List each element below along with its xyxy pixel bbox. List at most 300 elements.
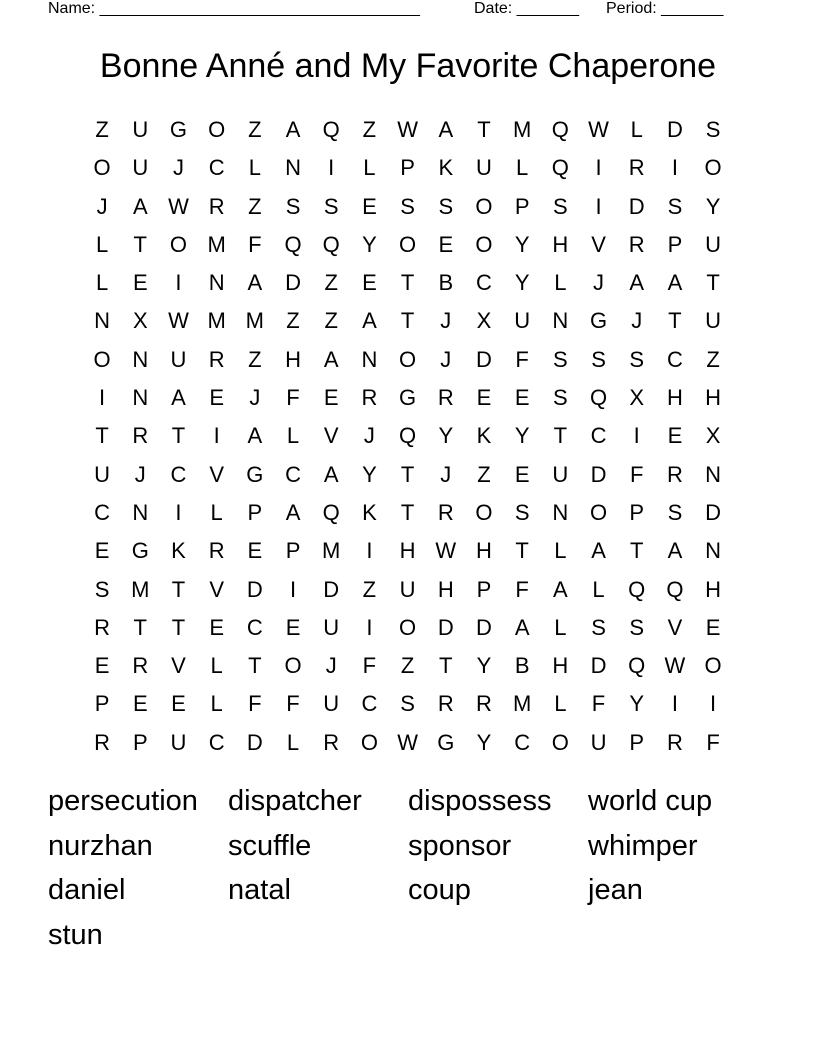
grid-cell: L [516, 155, 529, 181]
grid-cell: L [592, 576, 605, 602]
grid-cell: R [666, 461, 683, 487]
grid-cell: B [514, 653, 530, 679]
grid-cell: A [132, 193, 148, 219]
grid-cell: A [247, 270, 263, 296]
grid-row [83, 417, 733, 455]
grid-cell: P [400, 155, 415, 181]
grid-cell: R [476, 691, 492, 717]
grid-cell: H [705, 385, 722, 411]
grid-cell: H [705, 576, 722, 602]
grid-cell: W [168, 308, 189, 334]
grid-cell: I [213, 423, 220, 449]
grid-cell: A [285, 117, 301, 142]
grid-row [83, 226, 733, 264]
grid-cell: I [175, 499, 182, 525]
grid-cell: T [439, 653, 453, 679]
grid-cell: Z [706, 346, 720, 372]
grid-cell: Q [322, 231, 340, 257]
grid-cell: L [554, 691, 567, 717]
grid-row [83, 494, 733, 532]
grid-cell: D [666, 117, 683, 142]
grid-cell: S [514, 499, 530, 525]
grid-cell: Z [248, 193, 262, 219]
grid-cell: S [94, 576, 110, 602]
grid-cell: R [94, 729, 111, 755]
grid-cell: E [362, 270, 377, 296]
grid-cell: F [706, 729, 720, 755]
grid-cell: Y [362, 231, 377, 257]
grid-cell: V [171, 653, 186, 679]
grid-cell: E [209, 614, 224, 640]
grid-cell: U [399, 576, 416, 602]
grid-cell: X [132, 308, 148, 334]
grid-row [83, 379, 733, 417]
grid-cell: G [169, 117, 188, 142]
grid-cell: U [552, 461, 569, 487]
grid-cell: N [132, 385, 149, 411]
grid-cell: O [475, 193, 493, 219]
grid-cell: U [323, 691, 340, 717]
grid-cell: E [323, 385, 339, 411]
grid-cell: J [593, 270, 605, 296]
grid-cell: S [553, 346, 568, 372]
grid-cell: Q [284, 231, 302, 257]
grid-cell: Y [514, 270, 530, 296]
grid-cell: T [171, 576, 186, 602]
grid-cell: L [554, 614, 567, 640]
grid-cell: C [208, 729, 225, 755]
grid-cell: O [169, 231, 188, 257]
grid-cell: E [476, 385, 492, 411]
grid-cell: S [667, 193, 683, 219]
grid-cell: U [705, 308, 722, 334]
grid-row [83, 571, 733, 609]
grid-cell: L [210, 653, 223, 679]
grid-cell: C [666, 346, 683, 372]
grid-cell: S [553, 385, 568, 411]
grid-cell: A [667, 538, 683, 564]
grid-cell: J [440, 346, 452, 372]
grid-cell: A [285, 499, 301, 525]
grid-cell: N [552, 499, 569, 525]
grid-cell: T [668, 308, 682, 334]
grid-cell: J [363, 423, 375, 449]
grid-cell: K [476, 423, 492, 449]
grid-cell: S [591, 614, 606, 640]
grid-cell: O [704, 653, 722, 679]
grid-cell: O [551, 729, 569, 755]
grid-cell: U [170, 729, 187, 755]
grid-cell: Q [322, 499, 340, 525]
word-list-item: daniel [48, 874, 126, 906]
grid-cell: O [360, 729, 378, 755]
grid-cell: Z [362, 117, 377, 142]
grid-cell: L [210, 499, 223, 525]
grid-cell: Z [324, 270, 338, 296]
grid-cell: I [595, 193, 602, 219]
student-info-header [48, 0, 748, 20]
grid-cell: E [247, 538, 263, 564]
grid-cell: M [245, 308, 264, 334]
grid-cell: L [95, 231, 109, 257]
grid-cell: F [248, 231, 262, 257]
grid-cell: N [132, 499, 149, 525]
grid-cell: U [590, 729, 607, 755]
grid-row [83, 341, 733, 379]
grid-cell: T [400, 499, 415, 525]
grid-cell: I [99, 385, 106, 411]
grid-cell: R [628, 155, 645, 181]
grid-cell: E [514, 385, 530, 411]
grid-cell: N [208, 270, 225, 296]
word-list-item: persecution [48, 785, 198, 817]
grid-cell: W [664, 653, 686, 679]
grid-cell: P [285, 538, 301, 564]
grid-cell: A [629, 270, 645, 296]
grid-cell: E [209, 385, 224, 411]
grid-cell: W [397, 729, 418, 755]
grid-row [83, 724, 733, 762]
grid-cell: C [361, 691, 378, 717]
grid-cell: C [246, 614, 263, 640]
grid-cell: P [629, 499, 645, 525]
grid-cell: X [629, 385, 645, 411]
grid-cell: U [514, 308, 531, 334]
grid-cell: E [514, 461, 530, 487]
grid-cell: T [95, 423, 109, 449]
grid-cell: M [131, 576, 150, 602]
grid-cell: A [323, 346, 339, 372]
grid-cell: I [671, 691, 678, 717]
grid-cell: S [400, 193, 415, 219]
grid-cell: E [285, 614, 301, 640]
grid-cell: L [363, 155, 376, 181]
grid-cell: D [246, 729, 263, 755]
grid-cell: K [171, 538, 186, 564]
grid-cell: N [132, 346, 149, 372]
word-list-item: dispossess [408, 785, 552, 817]
grid-cell: D [476, 614, 492, 640]
word-list-item: whimper [588, 829, 698, 862]
grid-cell: T [248, 653, 262, 679]
word-list-item: coup [408, 874, 471, 906]
grid-row [83, 609, 733, 647]
letter-grid [83, 111, 733, 762]
grid-cell: Y [705, 193, 721, 219]
grid-row [83, 532, 733, 570]
grid-cell: C [590, 423, 607, 449]
grid-cell: F [286, 691, 300, 717]
grid-cell: U [476, 155, 492, 181]
grid-row [83, 188, 733, 226]
grid-cell: L [210, 691, 223, 717]
period-field: Period: _______ [606, 0, 724, 17]
grid-cell: F [515, 576, 529, 602]
grid-cell: Y [514, 423, 530, 449]
grid-cell: R [437, 385, 454, 411]
grid-cell: N [285, 155, 301, 181]
grid-cell: O [399, 614, 417, 640]
grid-cell: Y [362, 461, 377, 487]
grid-cell: R [666, 729, 683, 755]
grid-cell: U [705, 231, 722, 257]
grid-cell: Q [399, 423, 417, 449]
grid-cell: R [132, 423, 149, 449]
grid-cell: W [397, 117, 418, 142]
grid-cell: L [286, 729, 300, 755]
grid-cell: L [554, 538, 567, 564]
grid-cell: I [710, 691, 717, 717]
grid-cell: J [96, 193, 108, 219]
grid-cell: E [438, 231, 454, 257]
grid-cell: V [209, 461, 224, 487]
grid-cell: S [667, 499, 683, 525]
grid-cell: Q [666, 576, 684, 602]
grid-cell: S [400, 691, 415, 717]
grid-cell: P [629, 729, 645, 755]
grid-cell: Y [514, 231, 530, 257]
grid-cell: T [629, 538, 644, 564]
word-list-item: nurzhan [48, 829, 153, 862]
grid-cell: T [706, 270, 720, 296]
grid-cell: R [437, 691, 454, 717]
grid-cell: I [366, 614, 373, 640]
grid-row [83, 647, 733, 685]
grid-row [83, 456, 733, 494]
grid-cell: G [246, 461, 264, 487]
grid-cell: J [440, 461, 452, 487]
grid-cell: F [362, 653, 377, 679]
grid-cell: R [208, 538, 225, 564]
grid-cell: Z [400, 653, 415, 679]
grid-cell: Q [551, 117, 569, 142]
grid-cell: O [475, 231, 493, 257]
grid-cell: F [629, 461, 644, 487]
word-list-item: sponsor [408, 829, 512, 862]
grid-cell: H [552, 231, 569, 257]
grid-cell: Z [286, 308, 300, 334]
grid-cell: J [631, 308, 643, 334]
grid-cell: D [437, 614, 454, 640]
grid-cell: Z [324, 308, 338, 334]
grid-cell: I [633, 423, 640, 449]
grid-cell: O [284, 653, 302, 679]
grid-cell: J [440, 308, 452, 334]
grid-cell: P [514, 193, 530, 219]
grid-cell: H [285, 346, 301, 372]
grid-cell: Q [551, 155, 569, 181]
grid-cell: R [361, 385, 378, 411]
grid-cell: E [132, 691, 148, 717]
grid-cell: G [131, 538, 149, 564]
grid-cell: H [476, 538, 492, 564]
grid-cell: N [94, 308, 111, 334]
grid-cell: S [591, 346, 606, 372]
grid-cell: D [246, 576, 263, 602]
grid-cell: T [553, 423, 568, 449]
grid-cell: E [171, 691, 186, 717]
grid-cell: F [248, 691, 262, 717]
grid-cell: Y [476, 653, 492, 679]
grid-cell: X [476, 308, 492, 334]
grid-cell: E [705, 614, 721, 640]
grid-cell: O [589, 499, 608, 525]
grid-cell: H [552, 653, 569, 679]
grid-cell: F [515, 346, 529, 372]
grid-cell: E [667, 423, 683, 449]
word-list-item: scuffle [228, 829, 312, 862]
grid-cell: A [362, 308, 377, 334]
grid-cell: R [208, 346, 225, 372]
date-field: Date: _______ [474, 0, 579, 17]
grid-cell: C [514, 729, 531, 755]
grid-cell: Z [95, 117, 109, 142]
grid-cell: V [591, 231, 606, 257]
grid-cell: I [595, 155, 602, 181]
grid-cell: M [322, 538, 341, 564]
word-list [48, 779, 768, 957]
grid-cell: E [362, 193, 377, 219]
grid-cell: A [667, 270, 683, 296]
grid-cell: S [629, 614, 645, 640]
grid-cell: X [705, 423, 721, 449]
grid-row [83, 149, 733, 187]
grid-cell: Q [322, 117, 340, 142]
grid-cell: J [172, 155, 184, 181]
grid-cell: D [705, 499, 722, 525]
grid-cell: L [286, 423, 300, 449]
grid-cell: C [208, 155, 225, 181]
grid-cell: P [476, 576, 492, 602]
grid-cell: G [437, 729, 455, 755]
grid-cell: N [361, 346, 378, 372]
grid-cell: J [249, 385, 261, 411]
grid-cell: A [553, 576, 568, 602]
grid-cell: I [289, 576, 297, 602]
grid-cell: R [132, 653, 149, 679]
grid-cell: M [512, 117, 532, 142]
grid-cell: Z [248, 346, 262, 372]
grid-cell: O [399, 346, 417, 372]
grid-cell: D [628, 193, 645, 219]
grid-cell: Q [628, 653, 646, 679]
grid-cell: S [285, 193, 301, 219]
grid-cell: T [133, 614, 147, 640]
grid-cell: P [94, 691, 110, 717]
grid-cell: R [437, 499, 454, 525]
grid-cell: N [705, 461, 722, 487]
grid-cell: D [590, 461, 607, 487]
grid-cell: U [170, 346, 187, 372]
grid-cell: A [438, 117, 454, 142]
grid-cell: E [132, 270, 148, 296]
grid-cell: I [328, 155, 335, 181]
grid-cell: M [207, 231, 226, 257]
word-list-item: jean [588, 874, 643, 906]
grid-cell: O [399, 231, 417, 257]
grid-cell: U [132, 117, 149, 142]
grid-cell: Q [628, 576, 646, 602]
grid-cell: G [399, 385, 417, 411]
grid-cell: S [323, 193, 339, 219]
grid-row [83, 302, 733, 340]
puzzle-title: Bonne Anné and My Favorite Chaperone [99, 47, 717, 85]
grid-cell: T [400, 461, 415, 487]
grid-cell: K [438, 155, 454, 181]
grid-cell: T [477, 117, 491, 142]
grid-cell: A [514, 614, 530, 640]
grid-cell: I [366, 538, 373, 564]
grid-cell: D [476, 346, 492, 372]
grid-cell: T [515, 538, 529, 564]
grid-cell: S [705, 117, 721, 142]
grid-cell: T [171, 614, 186, 640]
grid-cell: R [94, 614, 111, 640]
grid-cell: T [171, 423, 186, 449]
grid-cell: Z [477, 461, 491, 487]
grid-cell: E [94, 538, 110, 564]
grid-cell: A [247, 423, 263, 449]
grid-cell: W [168, 193, 189, 219]
grid-cell: Y [629, 691, 645, 717]
grid-cell: D [285, 270, 301, 296]
grid-cell: V [323, 423, 339, 449]
word-list-item: world cup [588, 785, 713, 817]
grid-cell: B [438, 270, 454, 296]
grid-cell: S [629, 346, 645, 372]
grid-cell: D [323, 576, 340, 602]
grid-row [83, 111, 733, 149]
grid-cell: C [285, 461, 301, 487]
grid-cell: I [175, 270, 182, 296]
grid-cell: D [590, 653, 607, 679]
grid-cell: A [323, 461, 339, 487]
grid-cell: C [170, 461, 187, 487]
grid-cell: Q [589, 385, 608, 411]
grid-cell: V [667, 614, 683, 640]
grid-row [83, 264, 733, 302]
grid-cell: C [476, 270, 492, 296]
grid-cell: I [671, 155, 678, 181]
word-list-item: stun [48, 918, 103, 951]
grid-cell: A [171, 385, 186, 411]
grid-cell: G [589, 308, 608, 334]
grid-cell: P [247, 499, 263, 525]
grid-cell: F [591, 691, 606, 717]
grid-cell: L [554, 270, 567, 296]
grid-cell: N [705, 538, 722, 564]
grid-cell: S [553, 193, 568, 219]
word-list-item: dispatcher [228, 785, 362, 817]
grid-cell: J [134, 461, 146, 487]
grid-cell: L [630, 117, 643, 142]
grid-cell: O [93, 346, 111, 372]
grid-cell: R [323, 729, 340, 755]
grid-cell: E [94, 653, 110, 679]
grid-row [83, 685, 733, 723]
grid-cell: U [132, 155, 149, 181]
grid-cell: F [286, 385, 300, 411]
grid-cell: O [208, 117, 226, 142]
grid-cell: Z [362, 576, 377, 602]
grid-cell: W [588, 117, 609, 142]
grid-cell: T [133, 231, 147, 257]
grid-cell: J [325, 653, 337, 679]
grid-cell: P [667, 231, 683, 257]
grid-cell: Y [438, 423, 454, 449]
grid-cell: R [628, 231, 645, 257]
grid-cell: Y [476, 729, 492, 755]
